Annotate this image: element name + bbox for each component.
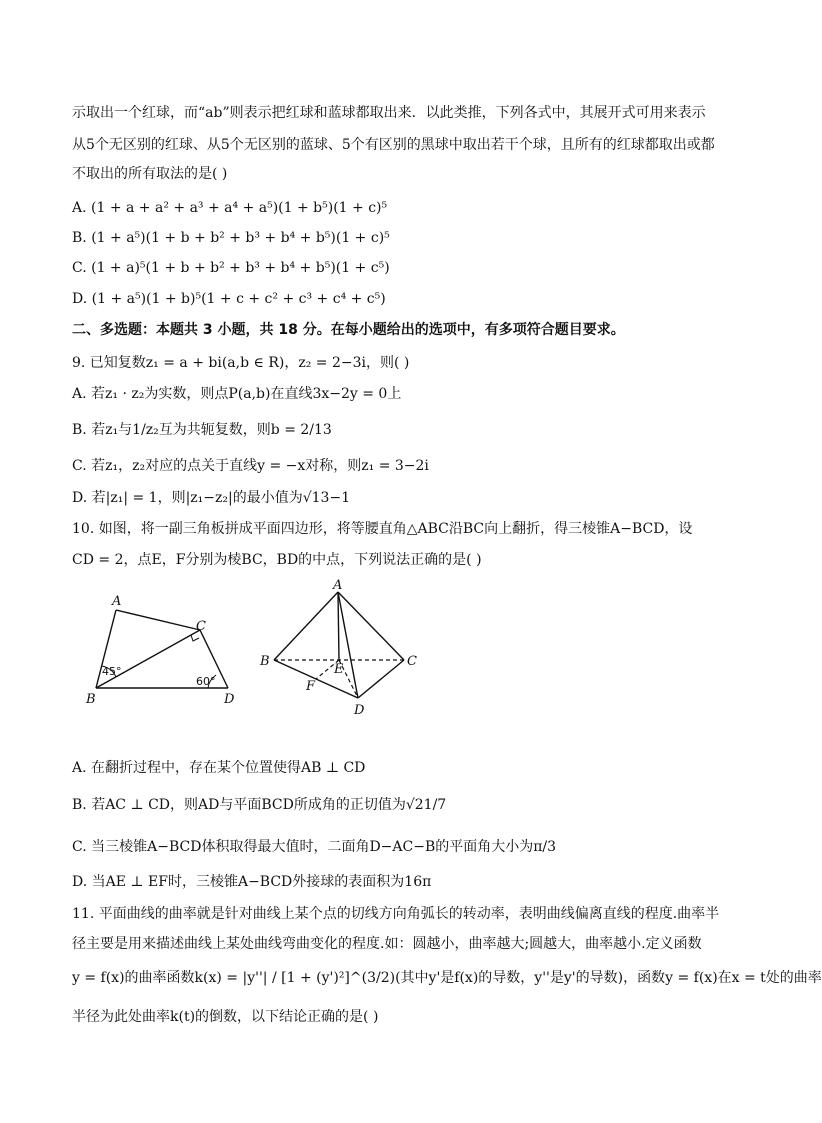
fig1-label-c: C — [196, 619, 206, 634]
segment-ac — [116, 610, 200, 630]
fig2-label-e: E — [334, 662, 344, 677]
problem10-option-b: B. 若AC ⊥ CD，则AD与平面BCD所成角的正切值为√21/7 — [72, 797, 447, 813]
problem10-option-c: C. 当三棱锥A−BCD体积取得最大值时，二面角D−AC−B的平面角大小为π/3 — [72, 839, 557, 855]
edge-ad — [338, 592, 358, 698]
fig2-label-b: B — [260, 654, 270, 669]
edge-ab — [274, 592, 338, 660]
problem11-line3: y = f(x)的曲率函数k(x) = |y''| / [1 + (y')²]^(3/2)(其中y'是f(x)的导数，y''是y'的导数)，函数y = f(x)在x = t处的曲率 — [72, 970, 822, 986]
edge-cd — [358, 660, 404, 698]
fig1-label-a: A — [112, 594, 122, 609]
problem8-option-c: C. (1 + a)⁵(1 + b + b² + b³ + b⁴ + b⁵)(1 + c⁵) — [72, 260, 390, 276]
segment-bc — [96, 630, 200, 688]
section2-title: 二、多选题：本题共 3 小题，共 18 分。在每小题给出的选项中，有多项符合题目要求。 — [72, 322, 625, 338]
problem8-line3: 不取出的所有取法的是( ) — [72, 166, 228, 182]
tetrahedron-figure — [254, 576, 417, 721]
problem10-stem1: 10. 如图，将一副三角板拼成平面四边形，将等腰直角△ABC沿BC向上翻折，得三棱锥A−BCD，设 — [72, 521, 693, 537]
problem9-option-b: B. 若z₁与1/z₂互为共轭复数，则b = 2/13 — [72, 422, 332, 438]
edge-ac — [338, 592, 404, 660]
problem11-line1: 11. 平面曲线的曲率就是针对曲线上某个点的切线方向角弧长的转动率，表明曲线偏离直线的程度.曲率半 — [72, 906, 720, 922]
quadrilateral-figure — [72, 588, 252, 713]
right-angle-mark — [191, 635, 199, 641]
problem9-option-d: D. 若|z₁| = 1，则|z₁−z₂|的最小值为√13−1 — [72, 490, 351, 506]
problem8-line1: 示取出一个红球，而“ab”则表示把红球和蓝球都取出来．以此类推，下列各式中，其展开式可用来表示 — [72, 105, 706, 121]
problem11-line2: 径主要是用来描述曲线上某处曲线弯曲变化的程度.如：圆越小，曲率越大;圆越大，曲率越小.定义函数 — [72, 936, 702, 952]
problem10-option-a: A. 在翻折过程中，存在某个位置使得AB ⊥ CD — [72, 760, 366, 776]
fig2-label-a: A — [333, 578, 343, 593]
problem9-option-c: C. 若z₁，z₂对应的点关于直线y = −x对称，则z₁ = 3−2i — [72, 458, 429, 474]
problem9-option-a: A. 若z₁ · z₂为实数，则点P(a,b)在直线3x−2y = 0上 — [72, 386, 402, 402]
fig1-angle-45: 45° — [102, 665, 122, 678]
problem11-line4: 半径为此处曲率k(t)的倒数，以下结论正确的是( ) — [72, 1009, 379, 1025]
problem8-option-b: B. (1 + a⁵)(1 + b + b² + b³ + b⁴ + b⁵)(1 + c)⁵ — [72, 230, 390, 246]
fig2-label-d: D — [354, 703, 365, 718]
problem8-option-a: A. (1 + a + a² + a³ + a⁴ + a⁵)(1 + b⁵)(1 + c)⁵ — [72, 200, 388, 216]
fig1-label-b: B — [86, 692, 96, 707]
problem8-line2: 从5个无区别的红球、从5个无区别的蓝球、5个有区别的黑球中取出若干个球，且所有的红球都取出或都 — [72, 137, 715, 153]
fig1-angle-60: 60° — [196, 675, 216, 688]
segment-ae — [338, 592, 339, 660]
problem9-stem: 9. 已知复数z₁ = a + bi(a,b ∈ R)，z₂ = 2−3i，则( ) — [72, 355, 410, 371]
problem10-stem2: CD = 2，点E，F分别为棱BC，BD的中点，下列说法正确的是( ) — [72, 552, 482, 568]
problem8-option-d: D. (1 + a⁵)(1 + b)⁵(1 + c + c² + c³ + c⁴ + c⁵) — [72, 291, 386, 307]
fig1-label-d: D — [224, 692, 235, 707]
problem10-option-d: D. 当AE ⊥ EF时，三棱锥A−BCD外接球的表面积为16π — [72, 874, 432, 890]
fig2-label-c: C — [407, 654, 417, 669]
fig2-label-f: F — [306, 679, 316, 694]
